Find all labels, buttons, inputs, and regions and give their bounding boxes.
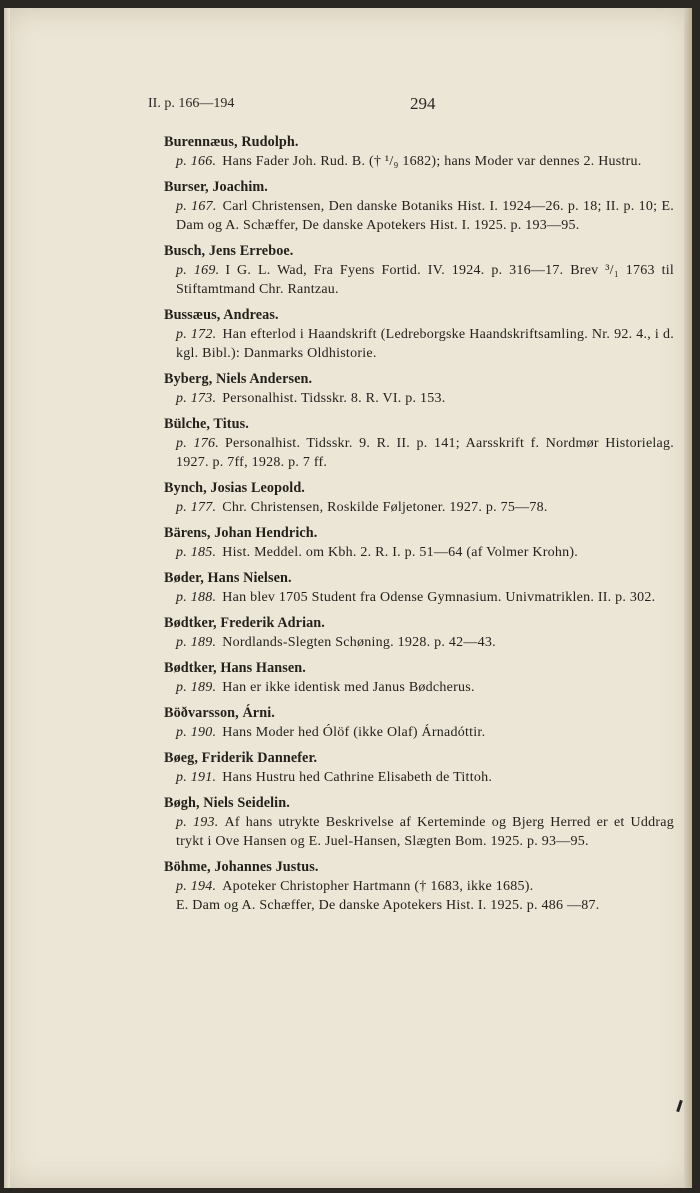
entry bbox=[164, 523, 674, 562]
entry bbox=[164, 568, 674, 607]
entry-text: Af hans utrykte Beskrivelse af Kerteminde og Bjerg Herred er et Uddrag trykt i Ove Hansen og E. Juel-Hansen, Slægten Bom. 1925. p. 93—95. bbox=[176, 815, 675, 849]
entry-name: Böhme, Johannes Justus. bbox=[164, 859, 319, 875]
entry-text: Han blev 1705 Student fra Odense Gymnasium. Univmatriklen. II. p. 302. bbox=[222, 590, 656, 605]
entry-text: Apoteker Christopher Hartmann († 1683, ikke 1685). bbox=[222, 879, 534, 894]
entry-reference bbox=[164, 813, 674, 851]
entry-text: Chr. Christensen, Roskilde Føljetoner. 1927. p. 75—78. bbox=[222, 500, 548, 515]
entry bbox=[164, 369, 674, 408]
entry bbox=[164, 132, 674, 171]
entry-name: Böðvarsson, Árni. bbox=[164, 705, 275, 721]
entry-page-ref: p. 189. bbox=[176, 635, 217, 650]
entry bbox=[164, 414, 674, 472]
entry-name: Byberg, Niels Andersen. bbox=[164, 371, 313, 387]
entry bbox=[164, 613, 674, 652]
entry-name: Bøgh, Niels Seidelin. bbox=[164, 795, 290, 811]
entry-text: Nordlands-Slegten Schøning. 1928. p. 42—43. bbox=[222, 635, 496, 650]
entry-page-ref: p. 189. bbox=[176, 680, 217, 695]
entry-page-ref: p. 176. bbox=[176, 436, 219, 451]
entry bbox=[164, 703, 674, 742]
page-number: 294 bbox=[410, 94, 436, 113]
entry-page-ref: p. 166. bbox=[176, 154, 217, 169]
entry-text: Hans Fader Joh. Rud. B. († ¹/₉ 1682); hans Moder var dennes 2. Hustru. bbox=[222, 154, 642, 169]
entry-text: Personalhist. Tidsskr. 8. R. VI. p. 153. bbox=[222, 391, 446, 406]
entry-name: Burennæus, Rudolph. bbox=[164, 134, 299, 150]
entry-name: Bussæus, Andreas. bbox=[164, 307, 279, 323]
entry-reference bbox=[164, 152, 674, 171]
entry-name: Bødtker, Frederik Adrian. bbox=[164, 615, 325, 631]
book-page bbox=[4, 8, 692, 1188]
entry bbox=[164, 857, 674, 915]
entry-page-ref: p. 167. bbox=[176, 199, 217, 214]
entry-reference bbox=[164, 197, 674, 235]
entry-reference bbox=[164, 723, 674, 742]
entry-reference bbox=[164, 768, 674, 787]
ink-mark bbox=[676, 1100, 683, 1112]
entry bbox=[164, 658, 674, 697]
entry-name: Bärens, Johan Hendrich. bbox=[164, 525, 318, 541]
entry-text: Personalhist. Tidsskr. 9. R. II. p. 141; Aarsskrift f. Nordmør Historielag. 1927. p. 7ff, 1928. p. 7 ff. bbox=[176, 436, 675, 470]
entry-reference bbox=[164, 877, 674, 896]
entry-name: Bødtker, Hans Hansen. bbox=[164, 660, 306, 676]
entry-reference bbox=[164, 389, 674, 408]
entry-name: Bøder, Hans Nielsen. bbox=[164, 570, 292, 586]
entry-page-ref: p. 188. bbox=[176, 590, 217, 605]
entry-reference bbox=[164, 498, 674, 517]
entry-reference bbox=[164, 633, 674, 652]
entry-reference bbox=[164, 678, 674, 697]
entry-reference bbox=[164, 434, 674, 472]
entry bbox=[164, 748, 674, 787]
entry-page-ref: p. 169. bbox=[176, 263, 220, 278]
entry-name: Busch, Jens Erreboe. bbox=[164, 243, 294, 259]
entry-reference bbox=[164, 261, 674, 299]
entry-page-ref: p. 172. bbox=[176, 327, 217, 342]
entry bbox=[164, 478, 674, 517]
entry-reference bbox=[164, 543, 674, 562]
entry bbox=[164, 305, 674, 363]
entry-page-ref: p. 173. bbox=[176, 391, 217, 406]
entry-reference bbox=[164, 325, 674, 363]
entry-text: Carl Christensen, Den danske Botaniks Hist. I. 1924—26. p. 18; II. p. 10; E. Dam og A. Schæffer, De danske Apotekers Hist. I. 1925. p. 193—95. bbox=[176, 199, 675, 233]
entry-page-ref: p. 177. bbox=[176, 500, 217, 515]
page-edge-right bbox=[684, 8, 692, 1188]
entry-name: Burser, Joachim. bbox=[164, 179, 268, 195]
entry-text: I G. L. Wad, Fra Fyens Fortid. IV. 1924. p. 316—17. Brev ³/₁ 1763 til Stiftamtmand Chr. Rantzau. bbox=[176, 263, 675, 297]
entry-page-ref: p. 185. bbox=[176, 545, 217, 560]
entry-list bbox=[164, 132, 674, 921]
entry-page-ref: p. 191. bbox=[176, 770, 217, 785]
entry bbox=[164, 177, 674, 235]
entry-name: Bynch, Josias Leopold. bbox=[164, 480, 305, 496]
entry-page-ref: p. 194. bbox=[176, 879, 217, 894]
page-edge-left bbox=[4, 8, 10, 1188]
entry-name: Bøeg, Friderik Dannefer. bbox=[164, 750, 318, 766]
entry-reference bbox=[164, 588, 674, 607]
entry-name: Bülche, Titus. bbox=[164, 416, 249, 432]
entry-text: Hans Hustru hed Cathrine Elisabeth de Tittoh. bbox=[222, 770, 493, 785]
entry-text: Han er ikke identisk med Janus Bødcherus. bbox=[222, 680, 475, 695]
entry-page-ref: p. 193. bbox=[176, 815, 219, 830]
entry bbox=[164, 241, 674, 299]
entry-page-ref: p. 190. bbox=[176, 725, 217, 740]
section-reference: II. p. 166—194 bbox=[148, 96, 235, 111]
entry-text: Hans Moder hed Ólöf (ikke Olaf) Árnadóttir. bbox=[222, 725, 486, 740]
entry bbox=[164, 793, 674, 851]
entry-text: Han efterlod i Haandskrift (Ledreborgske Haandskriftsamling. Nr. 92. 4., i d. kgl. Bibl.): Danmarks Oldhistorie. bbox=[176, 327, 674, 361]
entry-text: Hist. Meddel. om Kbh. 2. R. I. p. 51—64 (af Volmer Krohn). bbox=[222, 545, 579, 560]
entry-reference-continued: E. Dam og A. Schæffer, De danske Apotekers Hist. I. 1925. p. 486 —87. bbox=[176, 898, 600, 913]
